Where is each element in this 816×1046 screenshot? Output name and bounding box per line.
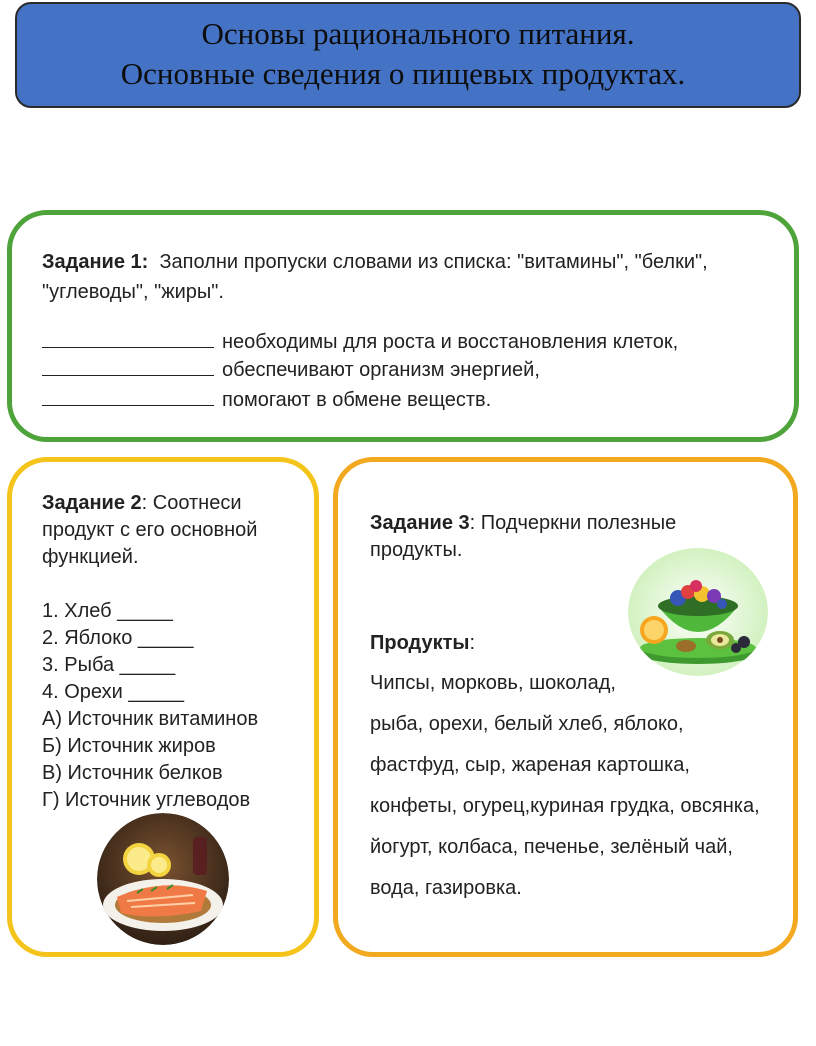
task1-row xyxy=(42,383,794,415)
task1-row-text: помогают в обмене веществ. xyxy=(222,389,492,411)
header-title-line1: Основы рационального питания. xyxy=(201,16,635,51)
match-item-apple: 2. Яблоко _____ xyxy=(42,627,194,649)
products-line[interactable]: Чипсы, морковь, шоколад, xyxy=(370,672,616,694)
page-header xyxy=(15,2,801,108)
task2-instruction-line2: продукт с его основной xyxy=(42,519,258,541)
task1-card xyxy=(7,210,799,442)
fill-blank[interactable] xyxy=(42,325,214,348)
task3-label: Задание 3 xyxy=(370,512,470,534)
products-line[interactable]: рыба, орехи, белый хлеб, яблоко, xyxy=(370,713,684,735)
fill-blank[interactable] xyxy=(42,353,214,376)
products-heading: Продукты: xyxy=(370,632,476,654)
fill-blank[interactable] xyxy=(42,383,214,406)
function-carbs: Г) Источник углеводов xyxy=(42,789,251,811)
task2-instruction-line1: : Соотнеси xyxy=(141,492,242,514)
match-item-bread: 1. Хлеб _____ xyxy=(42,600,173,622)
task3-instruction-line1: : Подчеркни полезные xyxy=(469,512,677,534)
task1-instruction xyxy=(42,247,794,307)
task1-instruction-line2: "углеводы", "жиры". xyxy=(42,281,224,303)
function-vitamins: А) Источник витаминов xyxy=(42,708,259,730)
products-line[interactable]: фастфуд, сыр, жареная картошка, xyxy=(370,754,690,776)
task2-instruction xyxy=(42,490,314,571)
task1-row-text: обеспечивают организм энергией, xyxy=(222,359,540,381)
task2-instruction-line3: функцией. xyxy=(42,546,139,568)
fruit-bowl-image xyxy=(628,548,768,676)
function-fats: Б) Источник жиров xyxy=(42,735,216,757)
products-line[interactable]: конфеты, огурец,куриная грудка, овсянка, xyxy=(370,795,760,817)
task3-instruction-line2: продукты. xyxy=(370,539,463,561)
task1-row-text: необходимы для роста и восстановления клеток, xyxy=(222,331,679,353)
task1-instruction-line1: Заполни пропуски словами из списка: "витамины", "белки", xyxy=(159,251,708,273)
products-list xyxy=(370,663,793,909)
match-item-fish: 3. Рыба _____ xyxy=(42,654,176,676)
products-line[interactable]: вода, газировка. xyxy=(370,877,522,899)
task1-label: Задание 1: xyxy=(42,251,149,273)
task1-row xyxy=(42,353,794,385)
task3-card xyxy=(333,457,798,957)
task2-label: Задание 2 xyxy=(42,492,142,514)
salmon-plate-image xyxy=(97,813,229,945)
header-title-line2: Основные сведения о пищевых продуктах. xyxy=(120,56,686,91)
products-line[interactable]: йогурт, колбаса, печенье, зелёный чай, xyxy=(370,836,733,858)
function-proteins: В) Источник белков xyxy=(42,762,223,784)
match-item-nuts: 4. Орехи _____ xyxy=(42,681,184,703)
